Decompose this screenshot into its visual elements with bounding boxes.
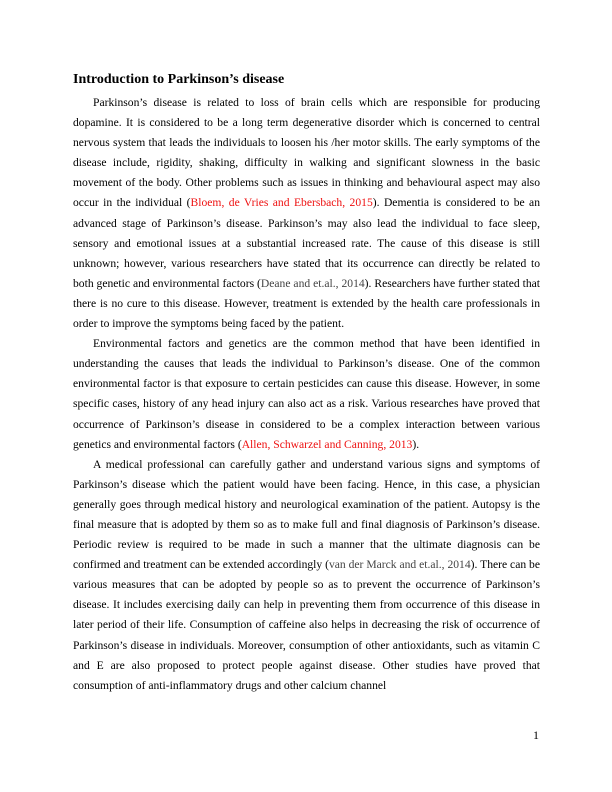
body-text xyxy=(73,93,540,696)
paragraph-text: Environmental factors and genetics are the common method that have been identified in understanding the causes that leads the individual to Parkinson’s disease. One of the common environmental factor is that exposure to certain pesticides can cause this disease. However, in some specific cases, history of any head injury can also act as a risk. Various researches have proved that occurrence of Parkinson’s disease in considered to be a complex interaction between various genetics and environmental factors ( xyxy=(73,337,540,451)
paragraph-3 xyxy=(73,455,540,696)
section-heading: Introduction to Parkinson’s disease xyxy=(73,72,285,87)
paragraph-text: ). Dementia is considered to be an advanced stage of Parkinson’s disease. Parkinson’s may also lead the individual to face sleep, sensory and emotional issues at a substantial increased rate. The cause of this disease is still unknown; however, various researchers have stated that its occurrence can directly be related to both genetic and environmental factors ( xyxy=(73,196,541,290)
paragraph-1 xyxy=(73,93,540,334)
citation: Deane and et.al., 2014 xyxy=(260,276,365,290)
paragraph-text: ). Researchers have further stated that there is no cure to this disease. However, treatment is extended by the health care professionals in order to improve the symptoms being faced by the patient. xyxy=(73,276,540,331)
page-number: 1 xyxy=(533,728,539,742)
citation-link: Allen, Schwarzel and Canning, 2013 xyxy=(241,437,413,451)
paragraph-text: A medical professional can carefully gather and understand various signs and symptoms of Parkinson’s disease which the patient would have been facing. Hence, in this case, a physician generally goes through medical history and neurological examination of the patient. Autopsy is the final measure that is adopted by them so as to make full and final diagnosis of Parkinson’s disease. Periodic review is required to be made in such a manner that the ultimate diagnosis can be confirmed and treatment can be extended accordingly ( xyxy=(73,457,540,572)
paragraph-2 xyxy=(73,334,540,455)
paragraph-text: ). There can be various measures that can be adopted by people so as to prevent the occurrence of Parkinson’s disease. It includes exercising daily can help in preventing them from occurrence of this disease in later period of their life. Consumption of caffeine also helps in decreasing the risk of occurrence of Parkinson’s disease in individuals. Moreover, consumption of other antioxidants, such as vitamin C and E are also proposed to protect people against disease. Other studies have proved that consumption of anti-inflammatory drugs and other calcium channel xyxy=(73,558,540,692)
paragraph-text: Parkinson’s disease is related to loss of brain cells which are responsible for producing dopamine. It is considered to be a long term degenerative disorder which is concerned to central nervous system that leads the individuals to loosen his /her motor skills. The early symptoms of the disease include, rigidity, shaking, difficulty in walking and significant slowness in the basic movement of the body. Other problems such as issues in thinking and behavioural aspect may also occur in the individual ( xyxy=(73,96,540,210)
citation-link: Bloem, de Vries and Ebersbach, 2015 xyxy=(190,196,373,210)
paragraph-text: ). xyxy=(412,437,420,451)
citation: van der Marck and et.al., 2014 xyxy=(328,558,471,572)
